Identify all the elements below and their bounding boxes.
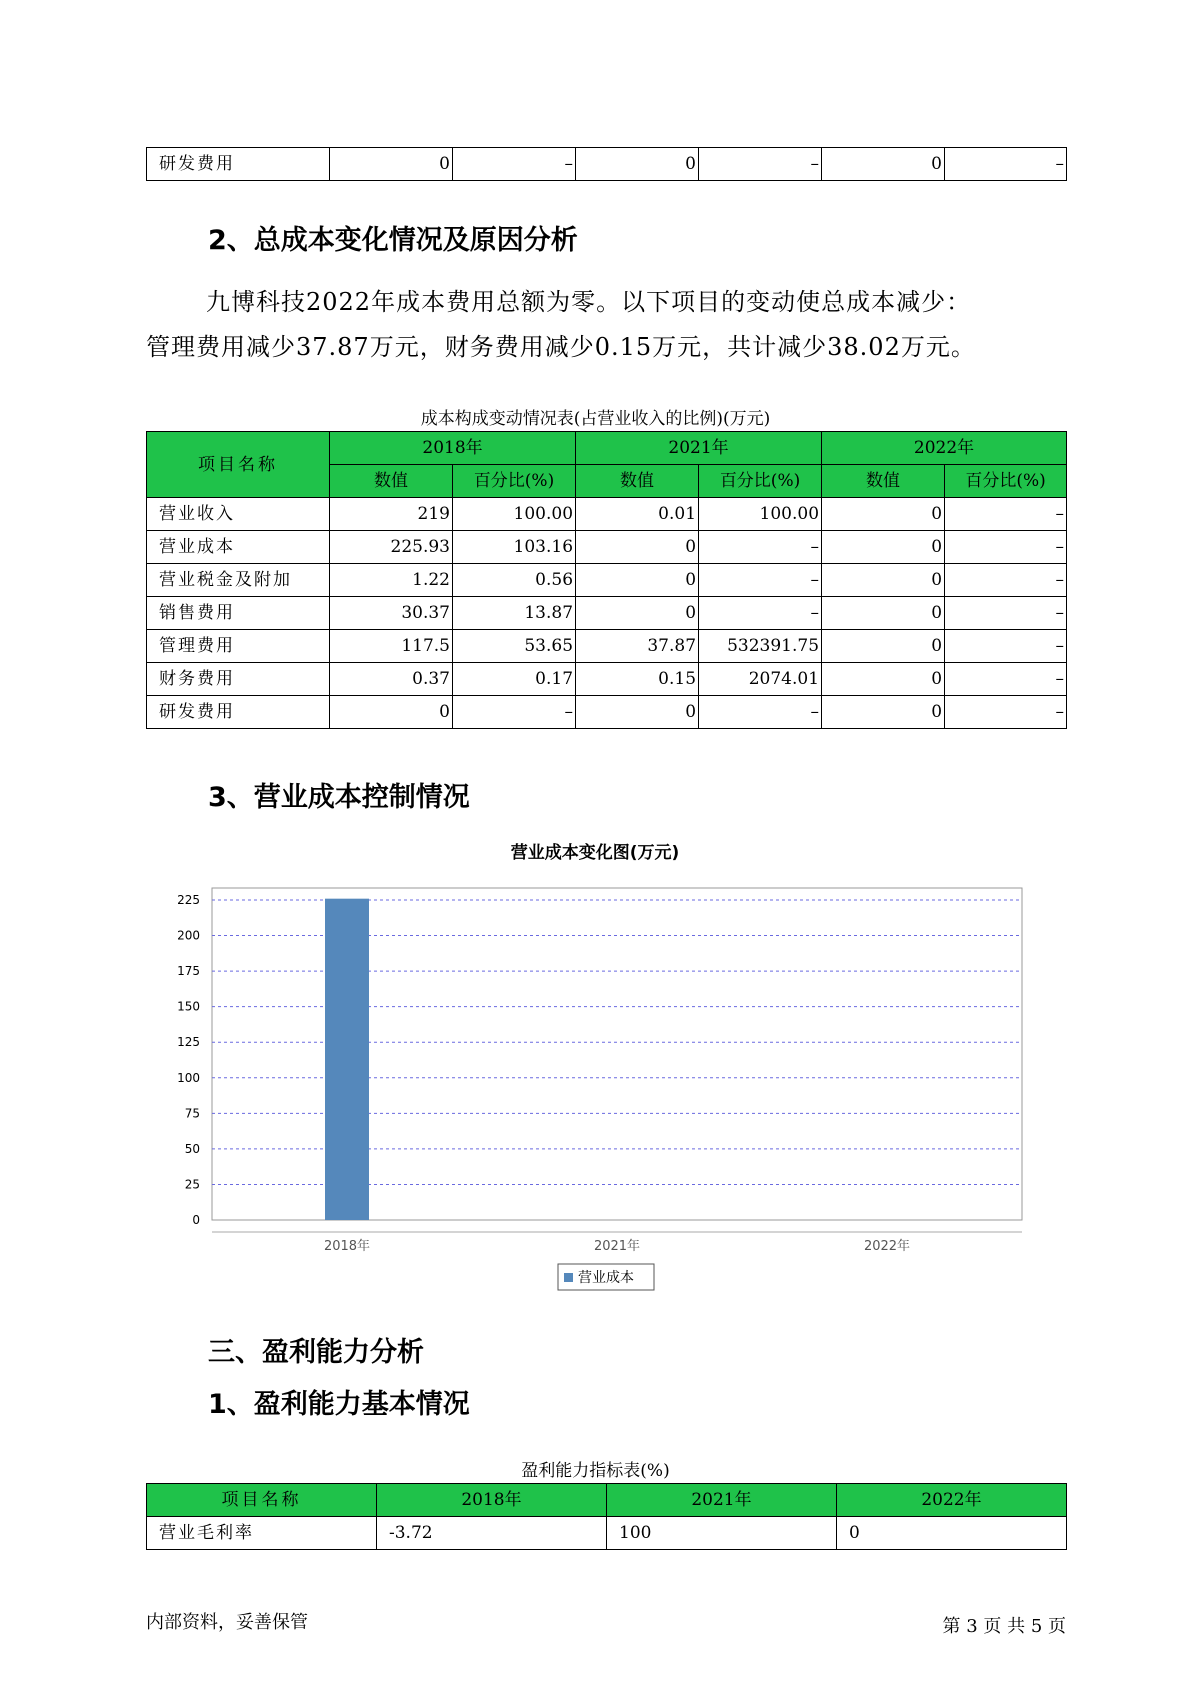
row-label: 营业税金及附加 xyxy=(147,564,330,597)
table-row xyxy=(147,630,1067,663)
subheader-value: 数值 xyxy=(576,465,699,498)
table-cell: – xyxy=(699,531,822,564)
table-cell: 0 xyxy=(576,696,699,729)
table-cell: – xyxy=(699,696,822,729)
table-cell: – xyxy=(945,696,1067,729)
table-cell: – xyxy=(945,597,1067,630)
y-tick-label: 50 xyxy=(184,1141,200,1156)
subheader-percent: 百分比(%) xyxy=(945,465,1067,498)
profitability-table xyxy=(146,1483,1067,1550)
table-cell: – xyxy=(945,148,1067,181)
table-row xyxy=(147,564,1067,597)
table-cell: 100 xyxy=(607,1517,837,1550)
table-cell: – xyxy=(453,696,576,729)
section-profit-title: 三、盈利能力分析 xyxy=(208,1337,424,1368)
table-cell: – xyxy=(945,630,1067,663)
y-tick-label: 175 xyxy=(177,964,200,979)
y-tick-label: 225 xyxy=(177,893,200,907)
y-tick-label: 200 xyxy=(177,928,200,943)
table-cell: – xyxy=(699,597,822,630)
top-continuation-table xyxy=(146,147,1067,181)
x-tick-label: 2021年 xyxy=(593,1239,641,1254)
subheader-percent: 百分比(%) xyxy=(453,465,576,498)
table-header-row xyxy=(147,1484,1067,1517)
table-cell: 0 xyxy=(330,696,453,729)
table-cell: 0 xyxy=(576,597,699,630)
table-cell: 0.17 xyxy=(453,663,576,696)
legend-swatch xyxy=(564,1273,573,1282)
table-cell: – xyxy=(945,531,1067,564)
table-cell: 0 xyxy=(576,148,699,181)
table-cell: 0.56 xyxy=(453,564,576,597)
table-row xyxy=(147,148,1067,181)
section-3-title: 3、营业成本控制情况 xyxy=(208,782,470,813)
table-cell: 1.22 xyxy=(330,564,453,597)
column-header-year: 2022年 xyxy=(822,432,1067,465)
table-cell: 225.93 xyxy=(330,531,453,564)
table-row xyxy=(147,597,1067,630)
row-label: 营业毛利率 xyxy=(147,1517,377,1550)
table-cell: – xyxy=(945,564,1067,597)
column-header-year: 2021年 xyxy=(576,432,822,465)
profit-table-caption: 盈利能力指标表(%) xyxy=(521,1461,670,1481)
table-cell: 53.65 xyxy=(453,630,576,663)
column-header: 2018年 xyxy=(377,1484,607,1517)
table-cell: 0.01 xyxy=(576,498,699,531)
table-row xyxy=(147,696,1067,729)
table-cell: 0 xyxy=(822,597,945,630)
table-header-row xyxy=(147,432,1067,465)
table-cell: 0 xyxy=(822,630,945,663)
table-cell: 0 xyxy=(822,663,945,696)
cost-table-caption: 成本构成变动情况表(占营业收入的比例)(万元) xyxy=(420,409,771,429)
y-tick-label: 150 xyxy=(177,999,200,1014)
bar xyxy=(325,899,369,1220)
y-tick-label: 25 xyxy=(184,1177,200,1192)
cost-structure-table xyxy=(146,431,1067,729)
table-cell: 0 xyxy=(822,564,945,597)
table-cell: – xyxy=(945,663,1067,696)
row-label: 财务费用 xyxy=(147,663,330,696)
table-cell: 13.87 xyxy=(453,597,576,630)
table-cell: 117.5 xyxy=(330,630,453,663)
row-label: 研发费用 xyxy=(147,696,330,729)
legend-label: 营业成本 xyxy=(578,1270,634,1286)
table-cell: -3.72 xyxy=(377,1517,607,1550)
table-cell: 219 xyxy=(330,498,453,531)
x-tick-label: 2018年 xyxy=(323,1239,371,1254)
table-cell: 0 xyxy=(822,498,945,531)
subheader-percent: 百分比(%) xyxy=(699,465,822,498)
legend xyxy=(558,1264,654,1290)
table-cell: 0 xyxy=(330,148,453,181)
row-label: 研发费用 xyxy=(147,148,330,181)
table-cell: – xyxy=(699,148,822,181)
table-cell: 0.15 xyxy=(576,663,699,696)
y-tick-label: 100 xyxy=(177,1070,200,1085)
table-cell: 0 xyxy=(822,696,945,729)
column-header: 2022年 xyxy=(837,1484,1067,1517)
table-cell: 2074.01 xyxy=(699,663,822,696)
chart-title: 营业成本变化图(万元) xyxy=(510,843,680,863)
section-2-paragraph-line-2: 管理费用减少37.87万元，财务费用减少0.15万元，共计减少38.02万元。 xyxy=(146,333,976,361)
table-cell: 0.37 xyxy=(330,663,453,696)
x-tick-label: 2022年 xyxy=(863,1239,911,1254)
table-cell: 37.87 xyxy=(576,630,699,663)
row-label: 管理费用 xyxy=(147,630,330,663)
row-label: 营业成本 xyxy=(147,531,330,564)
row-label: 销售费用 xyxy=(147,597,330,630)
table-row xyxy=(147,531,1067,564)
column-header: 项目名称 xyxy=(147,1484,377,1517)
cost-change-chart xyxy=(0,830,1191,1310)
table-cell: 0 xyxy=(576,564,699,597)
table-cell: 0 xyxy=(576,531,699,564)
column-header-year: 2018年 xyxy=(330,432,576,465)
table-cell: – xyxy=(945,498,1067,531)
table-row xyxy=(147,1517,1067,1550)
footer-confidential-note: 内部资料，妥善保管 xyxy=(146,1612,308,1633)
y-tick-label: 125 xyxy=(177,1035,200,1050)
table-row xyxy=(147,663,1067,696)
table-cell: – xyxy=(453,148,576,181)
table-cell: 0 xyxy=(822,531,945,564)
table-cell: – xyxy=(699,564,822,597)
column-header: 2021年 xyxy=(607,1484,837,1517)
section-2-paragraph-line-1: 九博科技2022年成本费用总额为零。以下项目的变动使总成本减少： xyxy=(206,288,972,316)
section-profit-subtitle: 1、盈利能力基本情况 xyxy=(208,1389,470,1420)
row-label: 营业收入 xyxy=(147,498,330,531)
subheader-value: 数值 xyxy=(330,465,453,498)
section-2-title: 2、总成本变化情况及原因分析 xyxy=(208,225,578,256)
table-cell: 0 xyxy=(822,148,945,181)
y-tick-label: 0 xyxy=(192,1213,200,1227)
footer-page-number: 第 3 页 共 5 页 xyxy=(942,1616,1066,1637)
y-tick-label: 75 xyxy=(184,1106,200,1121)
table-cell: 532391.75 xyxy=(699,630,822,663)
table-cell: 30.37 xyxy=(330,597,453,630)
table-cell: 103.16 xyxy=(453,531,576,564)
subheader-value: 数值 xyxy=(822,465,945,498)
table-cell: 100.00 xyxy=(453,498,576,531)
table-row xyxy=(147,498,1067,531)
column-header-name: 项目名称 xyxy=(147,432,330,498)
table-cell: 0 xyxy=(837,1517,1067,1550)
table-cell: 100.00 xyxy=(699,498,822,531)
